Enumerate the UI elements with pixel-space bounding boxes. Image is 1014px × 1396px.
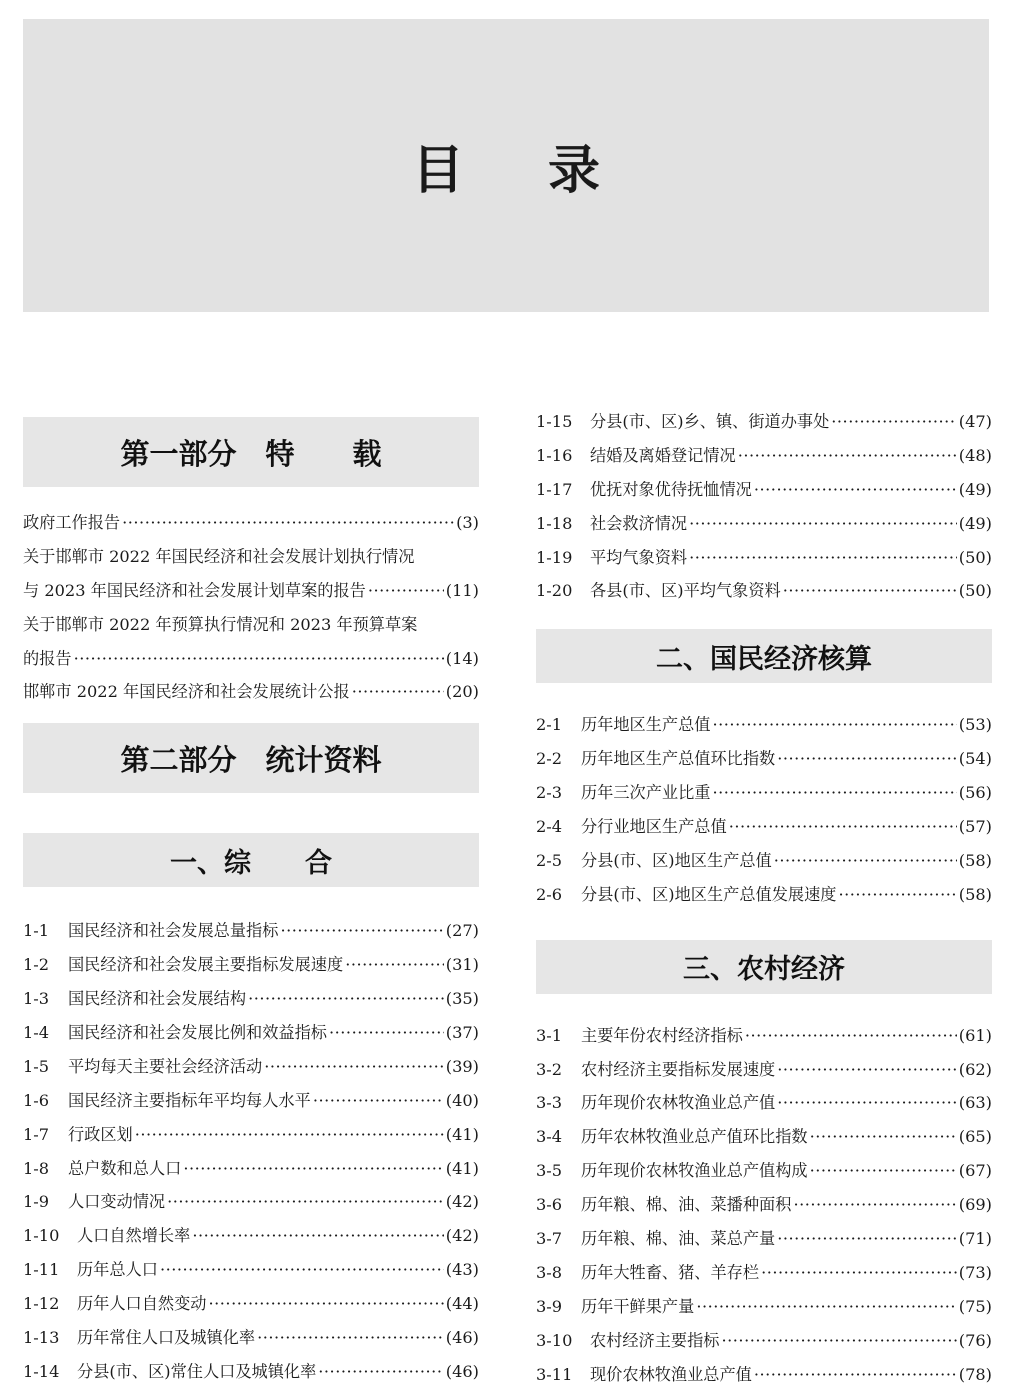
toc-entry-title: 的报告 xyxy=(23,648,72,668)
toc-right-column xyxy=(536,405,992,1391)
toc-entry-number: 1-10 xyxy=(23,1226,60,1246)
section1-header: 一、综 合 xyxy=(23,833,479,887)
toc-entry[interactable] xyxy=(23,1185,479,1219)
toc-entry-title: 主要年份农村经济指标 xyxy=(581,1025,743,1045)
toc-entry-number: 1-14 xyxy=(23,1361,60,1381)
page-title: 目录 xyxy=(411,141,684,201)
leader-dots xyxy=(722,1324,957,1358)
toc-entry[interactable] xyxy=(23,1152,479,1186)
toc-entry[interactable] xyxy=(536,1256,992,1290)
toc-entry-number: 1-15 xyxy=(536,412,573,431)
toc-entry-number: 1-3 xyxy=(23,989,50,1009)
toc-entry-title: 分县(市、区)常住人口及城镇化率 xyxy=(77,1361,317,1381)
leader-dots xyxy=(160,1253,444,1287)
toc-entry-number: 1-13 xyxy=(23,1328,60,1348)
toc-entry-page: (31) xyxy=(445,955,479,975)
leader-dots xyxy=(713,776,957,810)
toc-entry-page: (71) xyxy=(958,1229,992,1249)
toc-entry-number: 1-7 xyxy=(23,1124,50,1144)
toc-entry[interactable] xyxy=(536,878,992,912)
toc-entry[interactable] xyxy=(536,1290,992,1324)
leader-dots xyxy=(209,1287,444,1321)
toc-entry-page: (49) xyxy=(958,513,992,533)
toc-entry[interactable] xyxy=(23,675,479,709)
toc-entry-number: 2-4 xyxy=(536,817,563,837)
leader-dots xyxy=(838,878,956,912)
toc-entry-page: (40) xyxy=(445,1090,479,1110)
toc-entry-title: 历年总人口 xyxy=(77,1260,158,1280)
toc-entry-title: 国民经济和社会发展比例和效益指标 xyxy=(68,1023,327,1043)
toc-entry[interactable] xyxy=(536,810,992,844)
toc-entry[interactable] xyxy=(23,982,479,1016)
toc-entry-page: (41) xyxy=(445,1124,479,1144)
toc-entry-title: 平均气象资料 xyxy=(590,547,688,567)
leader-dots xyxy=(257,1321,444,1355)
toc-entry[interactable] xyxy=(536,473,992,507)
section3-list xyxy=(536,1019,992,1392)
toc-entry-title-line[interactable]: 关于邯郸市 2022 年国民经济和社会发展计划执行情况 xyxy=(23,546,415,566)
toc-entry-title: 农村经济主要指标发展速度 xyxy=(581,1059,776,1079)
toc-entry-page: (75) xyxy=(958,1296,992,1316)
toc-entry-title: 国民经济和社会发展主要指标发展速度 xyxy=(68,955,344,975)
toc-entry-title: 国民经济和社会发展总量指标 xyxy=(68,921,279,941)
leader-dots xyxy=(329,1016,444,1050)
toc-entry[interactable] xyxy=(23,1016,479,1050)
toc-entry-number: 3-2 xyxy=(536,1059,563,1079)
toc-entry-title: 与 2023 年国民经济和社会发展计划草案的报告 xyxy=(23,580,366,600)
toc-entry[interactable] xyxy=(23,1219,479,1253)
toc-entry-page: (76) xyxy=(958,1330,992,1350)
toc-entry-number: 2-1 xyxy=(536,715,563,735)
toc-entry-title: 历年现价农林牧渔业总产值 xyxy=(581,1093,776,1113)
toc-entry-page: (78) xyxy=(958,1364,992,1384)
toc-entry[interactable] xyxy=(536,1120,992,1154)
toc-entry-title: 历年地区生产总值 xyxy=(581,715,711,735)
toc-entry-page: (48) xyxy=(958,445,992,465)
toc-entry-title: 历年常住人口及城镇化率 xyxy=(77,1328,256,1348)
leader-dots xyxy=(313,1084,444,1118)
toc-entry-number: 1-8 xyxy=(23,1158,50,1178)
toc-entry-page: (35) xyxy=(445,989,479,1009)
toc-entry-number: 1-4 xyxy=(23,1023,50,1043)
toc-entry-page: (58) xyxy=(958,850,992,870)
toc-entry-number: 2-5 xyxy=(536,850,563,870)
toc-entry-page: (49) xyxy=(958,479,992,499)
leader-dots xyxy=(738,439,957,473)
toc-entry[interactable] xyxy=(23,1084,479,1118)
toc-entry-number: 1-18 xyxy=(536,513,573,533)
toc-entry-title-line[interactable]: 关于邯郸市 2022 年预算执行情况和 2023 年预算草案 xyxy=(23,614,418,634)
title-banner xyxy=(23,19,989,312)
toc-entry[interactable] xyxy=(536,405,992,439)
toc-entry[interactable] xyxy=(536,439,992,473)
toc-entry[interactable] xyxy=(23,642,479,676)
toc-entry-title: 历年农林牧渔业总产值环比指数 xyxy=(581,1127,808,1147)
leader-dots xyxy=(135,1118,444,1152)
toc-entry-title: 人口变动情况 xyxy=(68,1192,166,1212)
toc-entry[interactable] xyxy=(23,574,479,608)
section1-continued-list xyxy=(536,405,992,608)
leader-dots xyxy=(280,914,443,948)
toc-entry-number: 1-6 xyxy=(23,1090,50,1110)
toc-entry-title: 平均每天主要社会经济活动 xyxy=(68,1056,263,1076)
toc-entry-number: 3-5 xyxy=(536,1161,563,1181)
toc-entry-title: 邯郸市 2022 年国民经济和社会发展统计公报 xyxy=(23,682,350,702)
toc-entry[interactable] xyxy=(536,1188,992,1222)
toc-entry-number: 1-19 xyxy=(536,547,573,567)
toc-entry-number: 3-7 xyxy=(536,1229,563,1249)
toc-entry-title: 国民经济主要指标年平均每人水平 xyxy=(68,1090,311,1110)
toc-entry-title: 总户数和总人口 xyxy=(68,1158,182,1178)
toc-entry-title: 国民经济和社会发展结构 xyxy=(68,989,247,1009)
toc-entry-title: 行政区划 xyxy=(68,1124,133,1144)
toc-entry-page: (14) xyxy=(445,648,479,668)
toc-entry-title: 农村经济主要指标 xyxy=(590,1330,720,1350)
toc-entry-page: (57) xyxy=(958,817,992,837)
toc-entry-number: 3-6 xyxy=(536,1195,563,1215)
toc-left-column xyxy=(23,400,479,1389)
toc-entry-number: 1-20 xyxy=(536,581,573,601)
leader-dots xyxy=(248,982,444,1016)
toc-entry-number: 2-3 xyxy=(536,783,563,803)
toc-entry-page: (27) xyxy=(445,921,479,941)
leader-dots xyxy=(122,506,454,540)
toc-entry-page: (44) xyxy=(445,1294,479,1314)
toc-entry-number: 1-2 xyxy=(23,955,50,975)
section3-header: 三、农村经济 xyxy=(536,940,992,994)
toc-entry[interactable] xyxy=(23,914,479,948)
toc-entry-number: 1-1 xyxy=(23,921,50,941)
leader-dots xyxy=(777,1222,957,1256)
leader-dots xyxy=(761,1256,957,1290)
toc-entry[interactable] xyxy=(536,742,992,776)
toc-entry-number: 2-6 xyxy=(536,884,563,904)
toc-entry-page: (69) xyxy=(958,1195,992,1215)
toc-entry-page: (65) xyxy=(958,1127,992,1147)
leader-dots xyxy=(745,1019,957,1053)
toc-entry[interactable] xyxy=(23,1287,479,1321)
toc-entry-page: (50) xyxy=(958,581,992,601)
toc-entry-number: 3-10 xyxy=(536,1330,573,1350)
toc-entry-page: (50) xyxy=(958,547,992,567)
toc-entry-page: (41) xyxy=(445,1158,479,1178)
toc-entry-page: (63) xyxy=(958,1093,992,1113)
toc-entry-number: 1-16 xyxy=(536,445,573,465)
toc-entry[interactable] xyxy=(23,1118,479,1152)
leader-dots xyxy=(777,1053,957,1087)
toc-entry-page: (62) xyxy=(958,1059,992,1079)
toc-entry[interactable] xyxy=(536,1324,992,1358)
leader-dots xyxy=(74,642,444,676)
toc-entry-page: (11) xyxy=(445,580,479,600)
leader-dots xyxy=(754,1358,957,1392)
toc-entry[interactable] xyxy=(536,1222,992,1256)
leader-dots xyxy=(167,1185,444,1219)
toc-entry-number: 2-2 xyxy=(536,749,563,769)
toc-entry-number: 1-12 xyxy=(23,1294,60,1314)
toc-entry-title: 人口自然增长率 xyxy=(77,1226,191,1246)
toc-entry-number: 1-17 xyxy=(536,479,573,499)
leader-dots xyxy=(831,405,957,439)
toc-entry[interactable] xyxy=(536,844,992,878)
toc-entry-title: 历年人口自然变动 xyxy=(77,1294,207,1314)
toc-entry-number: 3-1 xyxy=(536,1025,563,1045)
toc-entry-page: (47) xyxy=(958,412,992,431)
toc-entry[interactable] xyxy=(23,506,479,540)
toc-entry-page: (58) xyxy=(958,884,992,904)
toc-entry-page: (42) xyxy=(445,1226,479,1246)
toc-entry-page: (56) xyxy=(958,783,992,803)
toc-entry[interactable] xyxy=(23,1355,479,1389)
part1-header: 第一部分 特 载 xyxy=(23,417,479,487)
toc-entry[interactable] xyxy=(536,541,992,575)
leader-dots xyxy=(318,1355,444,1389)
leader-dots xyxy=(689,507,957,541)
toc-entry-page: (54) xyxy=(958,749,992,769)
toc-entry-title: 历年大牲畜、猪、羊存栏 xyxy=(581,1262,760,1282)
part2-header: 第二部分 统计资料 xyxy=(23,723,479,793)
toc-entry-number: 3-9 xyxy=(536,1296,563,1316)
toc-entry[interactable] xyxy=(536,1086,992,1120)
toc-entry-title: 历年干鲜果产量 xyxy=(581,1296,695,1316)
toc-entry-page: (46) xyxy=(445,1361,479,1381)
leader-dots xyxy=(345,948,444,982)
leader-dots xyxy=(713,708,957,742)
leader-dots xyxy=(352,675,444,709)
toc-entry-title: 历年三次产业比重 xyxy=(581,783,711,803)
toc-entry-title: 结婚及离婚登记情况 xyxy=(590,445,736,465)
leader-dots xyxy=(774,844,957,878)
toc-entry-title: 历年地区生产总值环比指数 xyxy=(581,749,776,769)
toc-entry-page: (3) xyxy=(456,513,479,532)
toc-entry[interactable] xyxy=(536,507,992,541)
toc-entry-page: (43) xyxy=(445,1260,479,1280)
toc-entry-number: 3-11 xyxy=(536,1364,573,1384)
toc-entry[interactable] xyxy=(536,1154,992,1188)
leader-dots xyxy=(729,810,957,844)
toc-entry-number: 1-9 xyxy=(23,1192,50,1212)
toc-entry[interactable] xyxy=(536,574,992,608)
toc-entry[interactable] xyxy=(536,1019,992,1053)
section2-header: 二、国民经济核算 xyxy=(536,629,992,683)
toc-entry-title: 分县(市、区)地区生产总值发展速度 xyxy=(581,884,837,904)
toc-entry-title: 政府工作报告 xyxy=(23,513,121,532)
toc-entry[interactable] xyxy=(23,948,479,982)
toc-entry-number: 3-8 xyxy=(536,1262,563,1282)
leader-dots xyxy=(754,473,957,507)
toc-entry-title: 社会救济情况 xyxy=(590,513,688,533)
toc-entry-title: 各县(市、区)平均气象资料 xyxy=(590,581,781,601)
leader-dots xyxy=(689,541,957,575)
toc-entry[interactable] xyxy=(536,776,992,810)
leader-dots xyxy=(777,742,957,776)
leader-dots xyxy=(793,1188,956,1222)
leader-dots xyxy=(696,1290,956,1324)
toc-entry-title: 分县(市、区)乡、镇、街道办事处 xyxy=(590,412,830,431)
toc-entry-number: 3-3 xyxy=(536,1093,563,1113)
toc-entry-title: 现价农林牧渔业总产值 xyxy=(590,1364,752,1384)
leader-dots xyxy=(810,1154,957,1188)
toc-entry[interactable] xyxy=(23,1253,479,1287)
toc-entry-title: 历年现价农林牧渔业总产值构成 xyxy=(581,1161,808,1181)
toc-entry-page: (39) xyxy=(445,1056,479,1076)
toc-entry-title: 分行业地区生产总值 xyxy=(581,817,727,837)
toc-entry-page: (42) xyxy=(445,1192,479,1212)
toc-entry-page: (53) xyxy=(958,715,992,735)
toc-entry-title: 历年粮、棉、油、菜总产量 xyxy=(581,1229,776,1249)
leader-dots xyxy=(777,1086,957,1120)
toc-entry-page: (73) xyxy=(958,1262,992,1282)
leader-dots xyxy=(192,1219,443,1253)
leader-dots xyxy=(183,1152,443,1186)
toc-entry-title: 分县(市、区)地区生产总值 xyxy=(581,850,772,870)
leader-dots xyxy=(264,1050,444,1084)
toc-entry[interactable] xyxy=(536,708,992,742)
toc-entry[interactable] xyxy=(536,1053,992,1087)
toc-entry-number: 3-4 xyxy=(536,1127,563,1147)
toc-entry[interactable] xyxy=(23,1321,479,1355)
toc-entry-page: (46) xyxy=(445,1328,479,1348)
toc-entry-title: 优抚对象优待抚恤情况 xyxy=(590,479,752,499)
toc-entry[interactable] xyxy=(23,1050,479,1084)
toc-entry-page: (61) xyxy=(958,1025,992,1045)
section2-list xyxy=(536,708,992,911)
toc-entry-title: 历年粮、棉、油、菜播种面积 xyxy=(581,1195,792,1215)
leader-dots xyxy=(810,1120,957,1154)
toc-entry-number: 1-11 xyxy=(23,1260,60,1280)
leader-dots xyxy=(783,574,957,608)
toc-entry-page: (37) xyxy=(445,1023,479,1043)
leader-dots xyxy=(368,574,444,608)
toc-entry-page: (67) xyxy=(958,1161,992,1181)
toc-entry-page: (20) xyxy=(445,682,479,702)
section1-list xyxy=(23,914,479,1388)
toc-entry-number: 1-5 xyxy=(23,1056,50,1076)
toc-entry[interactable] xyxy=(536,1358,992,1392)
